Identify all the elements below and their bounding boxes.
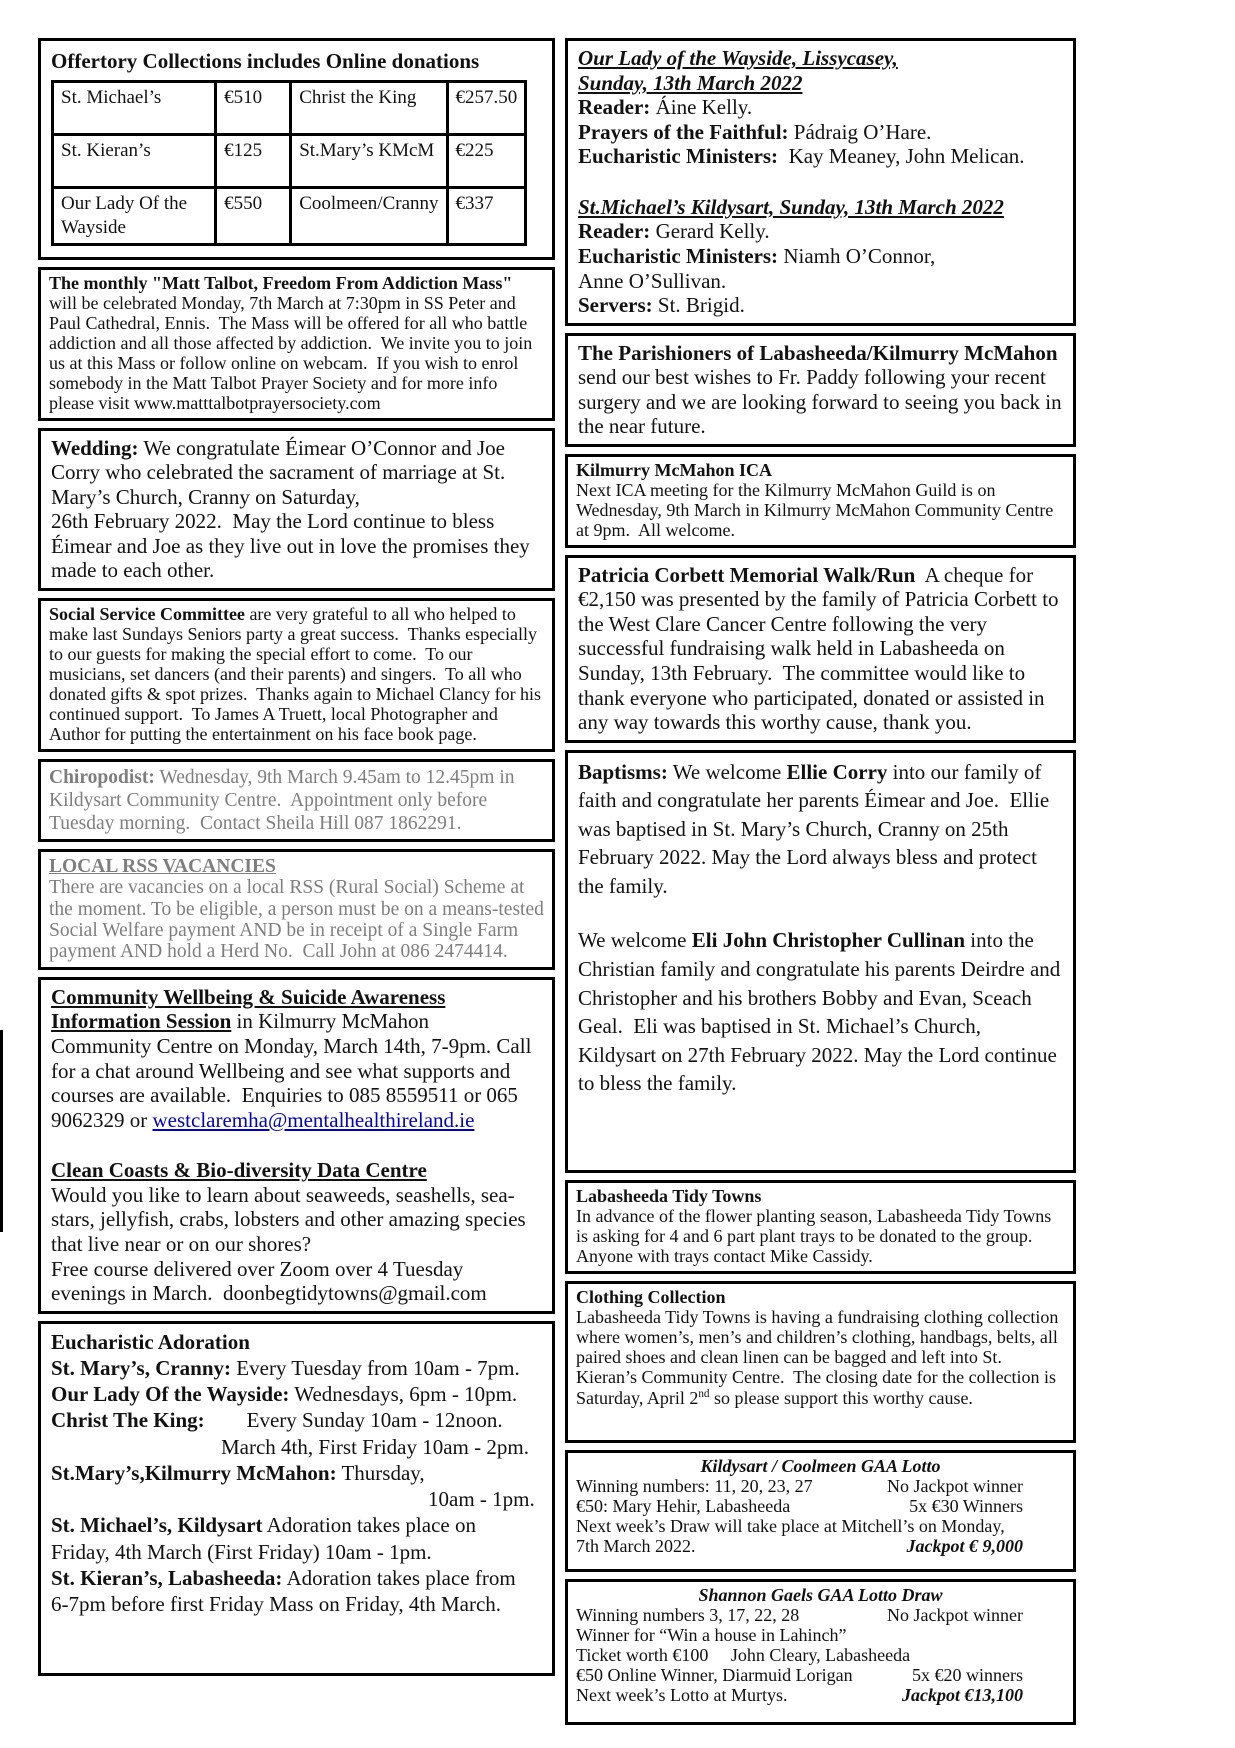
adoration-time: Every Tuesday from 10am - 7pm. xyxy=(231,1355,520,1380)
lotto-winner: €50 Online Winner, Diarmuid Lorigan xyxy=(576,1664,853,1685)
social-service-lead: Social Service Committee xyxy=(49,603,245,624)
adoration-line xyxy=(51,1407,542,1433)
wellbeing-heading2-text: Information Session xyxy=(51,1009,232,1034)
church-name-cell: Christ the King xyxy=(291,82,447,135)
spacer xyxy=(51,1132,542,1158)
church-label: St. Michael’s, Kildysart xyxy=(51,1513,263,1538)
role-name: Niamh O’Connor, xyxy=(778,243,936,268)
shannon-lotto-box xyxy=(565,1579,1076,1725)
reader-line xyxy=(578,95,1063,120)
social-service-box xyxy=(38,598,555,752)
wellbeing-body xyxy=(51,1034,542,1132)
role-name: Áine Kelly. xyxy=(650,95,753,120)
lotto-winner: €50: Mary Hehir, Labasheeda xyxy=(576,1495,791,1516)
parishioners-text xyxy=(578,340,1067,439)
adoration-line: Friday, 4th March (First Friday) 10am - 1pm. xyxy=(51,1539,432,1564)
spacer xyxy=(578,900,1063,926)
rss-vacancies-box xyxy=(38,849,555,970)
adoration-time: Every Sunday 10am - 12noon. xyxy=(204,1408,503,1433)
parishioners-box xyxy=(565,333,1076,447)
amount-cell: €337 xyxy=(447,188,526,245)
amount-cell: €550 xyxy=(216,188,291,245)
lotto-next-draw: Next week’s Lotto at Murtys. xyxy=(576,1684,788,1705)
amount-cell: €510 xyxy=(216,82,291,135)
church-name-cell: Our Lady Of the Wayside xyxy=(53,188,216,245)
church-label: St. Mary’s, Cranny: xyxy=(51,1355,232,1380)
reader-line xyxy=(578,219,1063,244)
wellbeing-heading2-after: in Kilmurry McMahon xyxy=(231,1009,430,1034)
adoration-line xyxy=(51,1355,542,1381)
tidy-towns-body: In advance of the flower planting season, Labasheeda Tidy Towns is asking for 4 and 6 part plant trays to be donated to the group. Anyone with trays contact Mike Cassidy. xyxy=(576,1205,1056,1266)
clothing-heading: Clothing Collection xyxy=(576,1286,726,1307)
lotto-title: Shannon Gaels GAA Lotto Draw xyxy=(698,1584,943,1605)
lotto-result: No Jackpot winner xyxy=(887,1475,1023,1496)
adoration-line: March 4th, First Friday 10am - 2pm. xyxy=(221,1434,529,1459)
baptised-name: Ellie Corry xyxy=(786,759,888,784)
adoration-line xyxy=(51,1512,542,1538)
coasts-body-1: Would you like to learn about seaweeds, seashells, sea-stars, jellyfish, crabs, lobsters and other amazing species that live near or on our shores? xyxy=(51,1182,531,1256)
wellbeing-heading-text: Community Wellbeing & Suicide Awareness xyxy=(51,984,446,1009)
role-label: Reader: xyxy=(578,95,651,120)
role-name: Kay Meaney, John Melican. xyxy=(778,144,1025,169)
lotto-date: 7th March 2022. xyxy=(576,1535,696,1556)
patricia-body: A cheque for €2,150 was presented by the family of Patricia Corbett to the West Clare Cancer Centre following the very successful fundraising walk held in Labasheeda on Sunday, 13th February. The committee would like to thank everyone who participated, donated or assisted in any way towards this worthy cause, thank you. xyxy=(578,562,1064,735)
patricia-text xyxy=(578,563,1063,735)
adoration-time: Thursday, xyxy=(336,1460,425,1485)
jackpot-amount: Jackpot €13,100 xyxy=(902,1684,1023,1705)
baptism-paragraph xyxy=(578,758,1063,901)
left-column xyxy=(38,38,555,1683)
lotto-result: No Jackpot winner xyxy=(887,1604,1023,1625)
table-row xyxy=(53,135,526,188)
church-name-cell: St. Michael’s xyxy=(53,82,216,135)
ministers-line xyxy=(578,244,1063,269)
amount-cell: €257.50 xyxy=(447,82,526,135)
rss-heading-line xyxy=(49,856,544,877)
adoration-time: Wednesdays, 6pm - 10pm. xyxy=(289,1382,518,1407)
adoration-time: Adoration takes place from xyxy=(282,1565,516,1590)
ica-body: Next ICA meeting for the Kilmurry McMahon Guild is on Wednesday, 9th March in Kilmurry McMahon Community Centre at 9pm. All welcome. xyxy=(576,479,1058,540)
lotto-title: Kildysart / Coolmeen GAA Lotto xyxy=(700,1455,941,1476)
coasts-heading: Clean Coasts & Bio-diversity Data Centre xyxy=(51,1158,427,1183)
kildysart-lotto-box xyxy=(565,1450,1076,1572)
role-name: St. Brigid. xyxy=(652,293,745,318)
table-row xyxy=(53,188,526,245)
clothing-body xyxy=(576,1308,1065,1409)
mass-heading-text: Our Lady of the Wayside, Lissycasey, xyxy=(578,46,898,70)
wellbeing-heading-1 xyxy=(51,985,542,1010)
church-label: St. Kieran’s, Labasheeda: xyxy=(51,1565,283,1590)
matt-talbot-lead: The monthly "Matt Talbot, Freedom From Addiction Mass" xyxy=(49,272,513,293)
patricia-walk-box xyxy=(565,555,1076,743)
adoration-line: 10am - 1pm. xyxy=(428,1487,535,1512)
mass-heading-text: Sunday, 13th March 2022 xyxy=(578,70,803,95)
parishioners-body: send our best wishes to Fr. Paddy following your recent surgery and we are looking forward to seeing you back in the near future. xyxy=(578,340,1067,439)
clothing-body-text: Labasheeda Tidy Towns is having a fundraising clothing collection where women’s, men’s and children’s clothing, handbags, belts, all paired shoes and clean linen can be bagged and left into St. Kieran’s Community Centre. The closing date for the collection is Saturday, April 2 xyxy=(576,1306,1063,1408)
adoration-line: 6-7pm before first Friday Mass on Friday, 4th March. xyxy=(51,1592,502,1617)
rss-body: There are vacancies on a local RSS (Rural Social) Scheme at the moment. To be eligible, a person must be on a means-tested Social Welfare payment AND be in receipt of a Single Farm payment AND hold a Herd No. Call John at 086 2474414. xyxy=(49,877,549,963)
chiropodist-box xyxy=(38,759,555,842)
wedding-body-1: We congratulate Éimear O’Connor and Joe Corry who celebrated the sacrament of marriage at St. Mary’s Church, Cranny on Saturday, xyxy=(51,435,511,509)
baptism-text: into the Christian family and congratulate his parents Deirdre and Christopher and his brothers Bobby and Evan, Sceach Geal. Eli was baptised in St. Michael’s Church, Kildysart on 27th February 2022. May the Lord continue to bless the family. xyxy=(578,928,1066,1096)
baptism-text: We welcome xyxy=(578,928,692,953)
wedding-lead: Wedding: xyxy=(51,435,139,460)
adoration-line xyxy=(51,1381,542,1407)
mass-heading xyxy=(578,71,1063,96)
church-name-cell: St. Kieran’s xyxy=(53,135,216,188)
email-link[interactable]: westclaremha@mentalhealthireland.ie xyxy=(152,1107,475,1132)
chiropodist-lead: Chiropodist: xyxy=(49,766,155,788)
servers-line xyxy=(578,293,1063,318)
lotto-row xyxy=(576,1537,1065,1557)
baptism-paragraph xyxy=(578,926,1066,1097)
lotto-row: Ticket worth €100 John Cleary, Labasheeda xyxy=(576,1644,911,1665)
page-edge-line xyxy=(0,1030,3,1232)
mass-heading-text: St.Michael’s Kildysart, Sunday, 13th March 2022 xyxy=(578,194,1004,219)
jackpot-amount: Jackpot € 9,000 xyxy=(906,1535,1023,1556)
role-label: Eucharistic Ministers: xyxy=(578,243,779,268)
mass-heading xyxy=(578,195,1063,220)
ministers-line xyxy=(578,144,1063,169)
lotto-row xyxy=(576,1497,1065,1517)
church-name-cell: Coolmeen/Cranny xyxy=(291,188,447,245)
amount-cell: €225 xyxy=(447,135,526,188)
church-label: Christ The King: xyxy=(51,1408,205,1433)
adoration-line xyxy=(51,1460,542,1486)
matt-talbot-body: will be celebrated Monday, 7th March at 7:30pm in SS Peter and Paul Cathedral, Ennis. The Mass will be offered for all who battle addiction and all those affected by addiction. We invite you to join us at this Mass or follow online on webcam. If you wish to enrol somebody in the Matt Talbot Prayer Society and for more info please visit www.matttalbotprayersociety.com xyxy=(49,272,537,413)
adoration-time: Adoration takes place on xyxy=(262,1513,476,1538)
lotto-row xyxy=(576,1686,1065,1706)
parishioners-lead: The Parishioners of Labasheeda/Kilmurry McMahon xyxy=(578,340,1058,365)
coasts-heading-line xyxy=(51,1158,542,1183)
lotto-row xyxy=(576,1477,1065,1497)
offertory-title: Offertory Collections includes Online donations xyxy=(51,49,480,73)
church-name-cell: St.Mary’s KMcM xyxy=(291,135,447,188)
offertory-table xyxy=(51,80,527,246)
social-service-text xyxy=(49,605,544,745)
role-name: Gerard Kelly. xyxy=(650,219,770,244)
ica-box xyxy=(565,454,1076,548)
wedding-box xyxy=(38,428,555,591)
chiropodist-body: Wednesday, 9th March 9.45am to 12.45pm in Kildysart Community Centre. Appointment only before Tuesday morning. Contact Sheila Hill 087 1862291. xyxy=(49,766,520,834)
lotto-row: Next week’s Draw will take place at Mitchell’s on Monday, xyxy=(576,1515,1005,1536)
mass-heading xyxy=(578,46,1063,71)
tidy-towns-box xyxy=(565,1180,1076,1274)
wedding-text xyxy=(51,436,542,510)
lotto-result: 5x €30 Winners xyxy=(909,1495,1023,1516)
prayers-line xyxy=(578,120,1063,145)
lotto-numbers: Winning numbers: 11, 20, 23, 27 xyxy=(576,1475,813,1496)
lotto-row xyxy=(576,1666,1065,1686)
wellbeing-body-text: Community Centre on Monday, March 14th, 7-9pm. Call for a chat around Wellbeing and see what supports and courses are available. Enquiries to 085 8559511 or 065 9062329 or xyxy=(51,1034,537,1132)
ordinal-superscript: nd xyxy=(698,1387,710,1400)
ica-heading: Kilmurry McMahon ICA xyxy=(576,459,772,480)
role-label: Eucharistic Ministers: xyxy=(578,144,779,169)
baptisms-box xyxy=(565,750,1076,1173)
tidy-towns-heading: Labasheeda Tidy Towns xyxy=(576,1185,762,1206)
lotto-result: 5x €20 winners xyxy=(912,1664,1023,1685)
baptisms-label: Baptisms: xyxy=(578,759,668,784)
church-label: St.Mary’s,Kilmurry McMahon: xyxy=(51,1460,337,1485)
ministers-box xyxy=(565,38,1076,326)
role-label: Servers: xyxy=(578,293,653,318)
chiropodist-text xyxy=(49,766,544,835)
baptised-name: Eli John Christopher Cullinan xyxy=(691,928,966,953)
clothing-body-text: so please support this worthy cause. xyxy=(709,1387,973,1408)
role-label: Reader: xyxy=(578,219,651,244)
wellbeing-box xyxy=(38,977,555,1314)
wedding-body-2: 26th February 2022. May the Lord continue to bless Éimear and Joe as they live out in love the promises they made to each other. xyxy=(51,509,536,583)
adoration-line xyxy=(51,1565,542,1591)
wellbeing-heading-2 xyxy=(51,1009,542,1034)
lotto-row xyxy=(576,1606,1065,1626)
eucharistic-adoration-box xyxy=(38,1321,555,1676)
lotto-numbers: Winning numbers 3, 17, 22, 28 xyxy=(576,1604,800,1625)
adoration-title: Eucharistic Adoration xyxy=(51,1329,250,1354)
amount-cell: €125 xyxy=(216,135,291,188)
social-service-body: are very grateful to all who helped to make last Sundays Seniors party a great success. Thanks especially to our guests for making the special effort to come. To our musicians, set dancers (and their parents) and singers. To all who donated gifts & spot prizes. Thanks again to Michael Clancy for his continued support. To James A Truett, local Photographer and Author for putting the entertainment on his face book page. xyxy=(49,603,546,744)
role-name: Pádraig O’Hare. xyxy=(788,119,932,144)
church-label: Our Lady Of the Wayside: xyxy=(51,1382,290,1407)
role-label: Prayers of the Faithful: xyxy=(578,119,789,144)
patricia-lead: Patricia Corbett Memorial Walk/Run xyxy=(578,562,916,587)
offertory-box xyxy=(38,38,555,260)
ministers-line: Anne O’Sullivan. xyxy=(578,268,727,293)
baptism-text: We welcome xyxy=(667,759,787,784)
rss-heading: LOCAL RSS VACANCIES xyxy=(49,855,276,877)
clothing-box xyxy=(565,1281,1076,1443)
matt-talbot-box xyxy=(38,267,555,421)
matt-talbot-text xyxy=(49,274,544,414)
coasts-body-2: Free course delivered over Zoom over 4 Tuesday evenings in March. doonbegtidytowns@gmail.com xyxy=(51,1256,487,1306)
baptism-text: into our family of faith and congratulate her parents Éimear and Joe. Ellie was baptised in St. Mary’s Church, Cranny on 25th February 2022. May the Lord always bless and protect the family. xyxy=(578,759,1055,898)
lotto-row: Winner for “Win a house in Lahinch” xyxy=(576,1624,847,1645)
table-row xyxy=(53,82,526,135)
right-column xyxy=(565,38,1076,1732)
spacer xyxy=(578,169,1063,195)
